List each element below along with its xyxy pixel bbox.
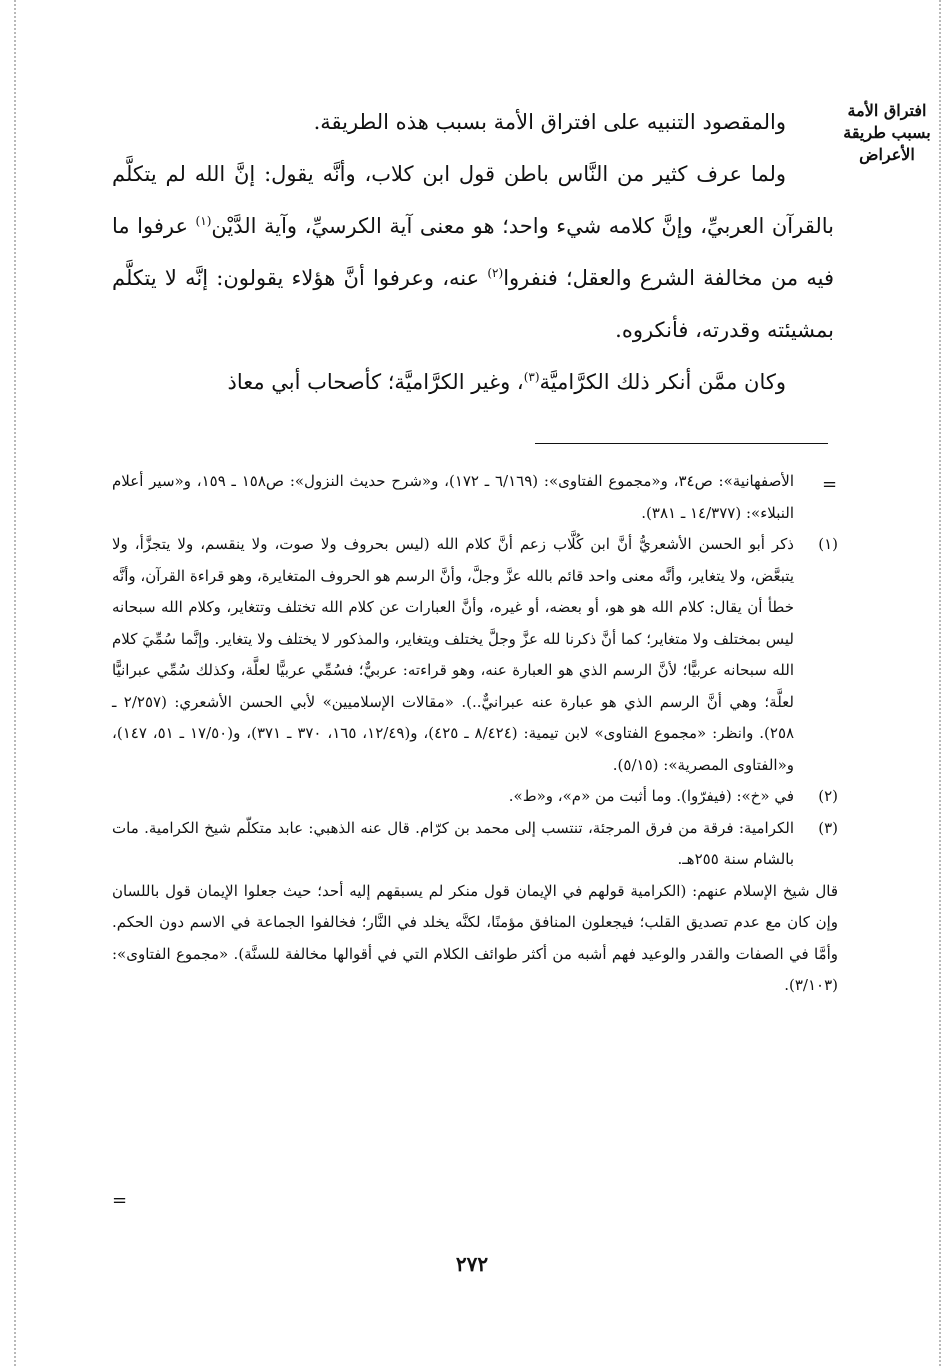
footnote-ref-1[interactable]: (١) bbox=[195, 214, 212, 228]
footnote-2 bbox=[112, 781, 838, 813]
right-dotted-border bbox=[939, 0, 941, 1366]
footnote-continuation bbox=[112, 466, 838, 529]
continuation-marker: = bbox=[822, 474, 838, 495]
footnote-3-quote bbox=[112, 876, 838, 1002]
footnote-number: (٣) bbox=[818, 818, 838, 837]
footnotes bbox=[112, 466, 838, 1002]
paragraph-3 bbox=[112, 356, 834, 408]
paragraph-3-end: ، وغير الكرَّاميَّة؛ كأصحاب أبي معاذ bbox=[227, 370, 524, 394]
left-dotted-border bbox=[14, 0, 16, 1366]
paragraph-2-start: ولما عرف كثير من النَّاس باطن قول ابن كلاب، وأنَّه يقول: إنَّ الله لم يتكلَّم بالقرآن العربيِّ، وإنَّ كلامه شيء واحد؛ هو معنى آية الكرسيِّ، وآية الدَّيْن bbox=[112, 162, 834, 238]
margin-heading: افتراق الأمة بسبب طريقة الأعراض bbox=[843, 101, 931, 164]
footnote-ref-3[interactable]: (٣) bbox=[523, 370, 540, 384]
paragraph-1: والمقصود التنبيه على افتراق الأمة بسبب هذه الطريقة. bbox=[313, 110, 786, 134]
footnote-continuation-text: الأصفهانية»: ص٣٤، و«مجموع الفتاوى»: (٦/١٦٩ ـ ١٧٢)، و«شرح حديث النزول»: ص١٥٨ ـ ١٥٩، و«سير أعلام النبلاء»: (١٤/٣٧٧ ـ ٣٨١). bbox=[112, 472, 795, 522]
footnote-number: (٢) bbox=[818, 787, 838, 805]
page-number: ٢٧٢ bbox=[455, 1252, 489, 1276]
main-text bbox=[112, 96, 834, 408]
paragraph-2-middle: عرفوا ما فيه من مخالفة الشرع والعقل؛ فنفروا bbox=[112, 214, 834, 290]
footnote-text: ذكر أبو الحسن الأشعريُّ أنَّ ابن كُلَّاب زعم أنَّ كلام الله (ليس بحروف ولا صوت، ولا ينقسم، ولا يتجزَّأ، ولا يتبعَّض، ولا يتغاير، وأنَّه معنى واحد قائم بالله عزَّ وجلَّ، وأنَّ الرسم هو الحروف المتغايرة، وهو قراءة القرآن، وأنَّه خطأ أن يقال: كلام الله هو هو، أو بعضه، أو غيره، وأنَّ العبارات عن كلام الله تختلف وتتغاير، وكلام الله سبحانه ليس بمختلف ولا متغاير؛ كما أنَّ ذكرنا لله عزَّ وجلَّ يختلف ويتغاير، والمذكور لا يختلف ولا يتغاير. وإنَّما سُمِّيَ كلام الله سبحانه عربيًّا؛ لأنَّ الرسم الذي هو العبارة عنه، وهو قراءته: عربيٌّ؛ فسُمِّي عربيًّا لعلَّة، وكذلك سُمِّي عبرانيًّا لعلَّة؛ وهي أنَّ الرسم الذي هو عبارة عنه عبرانيٌّ..). «مقالات الإسلاميين» لأبي الحسن الأشعري: (٢/٢٥٧ ـ ٢٥٨). وانظر: «مجموع الفتاوى» لابن تيمية: (٨/٤٢٤ ـ ٤٢٥)، و(١٢/٤٩، ١٦٥، ٣٧٠ ـ ٣٧١)، و(١٧/٥٠ ـ ٥١، ١٤٧)، و«الفتاوى المصرية»: (٥/١٥). bbox=[112, 535, 795, 774]
footnote-number: (١) bbox=[818, 535, 838, 553]
footnote-1 bbox=[112, 529, 838, 781]
footnote-text: الكرامية: فرقة من فرق المرجئة، تنتسب إلى محمد بن كرّام. قال عنه الذهبي: عابد متكلّم شيخ الكرامية. مات بالشام سنة ٢٥٥هـ. bbox=[112, 818, 794, 868]
paragraph-3-start: وكان ممَّن أنكر ذلك الكرَّاميَّة bbox=[539, 370, 786, 394]
footnote-quote-text: قال شيخ الإسلام عنهم: (الكرامية قولهم في الإيمان قول منكر لم يسبقهم إليه أحد؛ حيث جعلوا الإيمان قول باللسان وإن كان مع عدم تصديق القلب؛ فيجعلون المنافق مؤمنًا، لكنَّه يخلد في النَّار؛ فخالفوا الجماعة في الاسم دون الحكم. وأمَّا في الصفات والقدر والوعيد فهم أشبه من أكثر طوائف الكلام التي في أقوالها مخالفة للسنَّة). «مجموع الفتاوى»: (٣/١٠٣). bbox=[112, 881, 838, 994]
footnote-3 bbox=[112, 813, 838, 876]
footnote-ref-2[interactable]: (٢) bbox=[487, 266, 504, 280]
continuation-end-marker: = bbox=[112, 1190, 128, 1211]
footnote-text: في «خ»: (فيفرّوا). وما أثبت من «م»، و«ط». bbox=[508, 787, 794, 805]
paragraph-2-end: عنه، وعرفوا أنَّ هؤلاء يقولون: إنَّه لا يتكلَّم بمشيئته وقدرته، فأنكروه. bbox=[112, 266, 834, 342]
footnote-separator bbox=[535, 443, 828, 444]
paragraph-2 bbox=[112, 148, 834, 356]
